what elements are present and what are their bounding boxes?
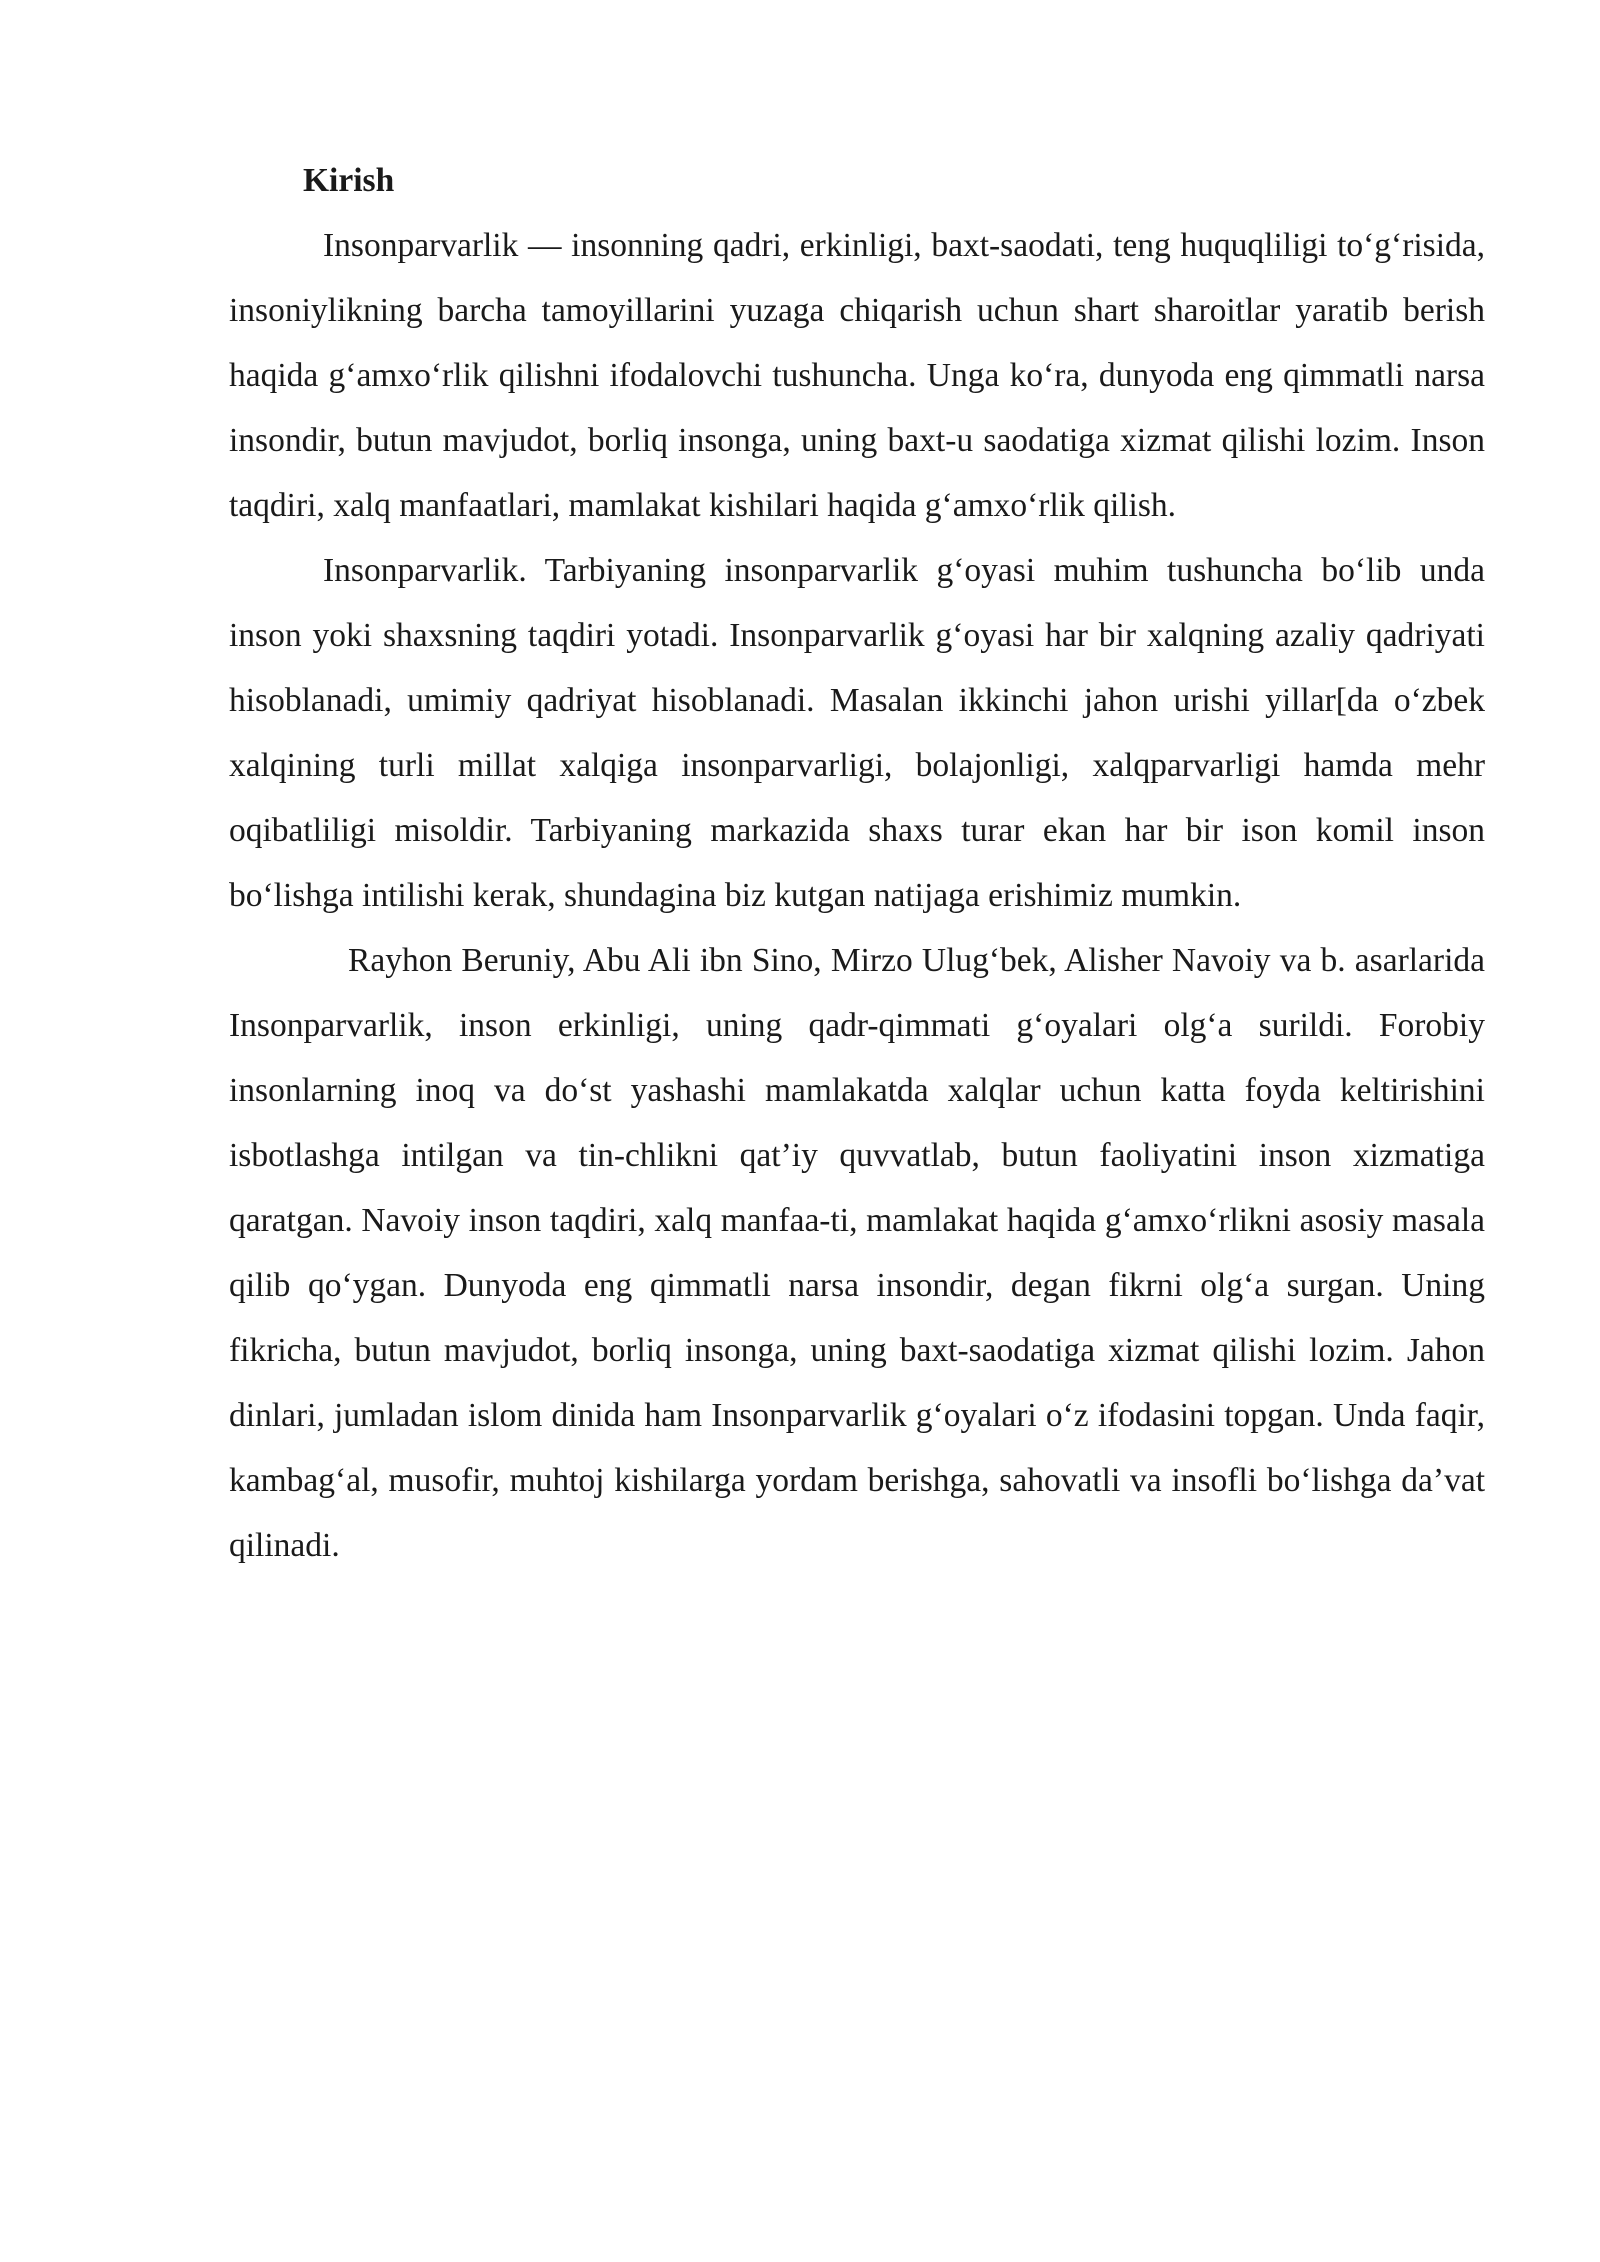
- section-heading: Kirish: [303, 162, 395, 199]
- paragraph-2: Insonparvarlik. Tarbiyaning insonparvarlik g‘oyasi muhim tushuncha bo‘lib unda inson yoki shaxsning taqdiri yotadi. Insonparvarlik g‘oyasi har bir xalqning azaliy qadriyati hisoblanadi, umimiy qadriyat hisoblanadi. Masalan ikkinchi jahon urishi yillar[da o‘zbek xalqining turli millat xalqiga insonparvarligi, bolajonligi, xalqparvarligi hamda mehr oqibatliligi misoldir. Tarbiyaning markazida shaxs turar ekan har bir ison komil inson bo‘lishga intilishi kerak, shundagina biz kutgan natijaga erishimiz mumkin.: [229, 552, 1485, 914]
- paragraph-3: Rayhon Beruniy, Abu Ali ibn Sino, Mirzo Ulug‘bek, Alisher Navoiy va b. asarlarida Insonparvarlik, inson erkinligi, uning qadr-qimmati g‘oyalari olg‘a surildi. Forobiy insonlarning inoq va do‘st yashashi mamlakatda xalqlar uchun katta foyda keltirishini isbotlashga intilgan va tin-chlikni qat’iy quvvatlab, butun faoliyatini inson xizmatiga qaratgan. Navoiy inson taqdiri, xalq manfaa-ti, mamlakat haqida g‘amxo‘rlikni asosiy masala qilib qo‘ygan. Dunyoda eng qimmatli narsa insondir, degan fikrni olg‘a surgan. Uning fikricha, butun mavjudot, borliq insonga, uning baxt-saodatiga xizmat qilishi lozim. Jahon dinlari, jumladan islom dinida ham Insonparvarlik g‘oyalari o‘z ifodasini topgan. Unda faqir, kambag‘al, musofir, muhtoj kishilarga yordam berishga, sahovatli va insofli bo‘lishga da’vat qilinadi.: [229, 942, 1485, 1564]
- paragraph-1: Insonparvarlik — insonning qadri, erkinligi, baxt-saodati, teng huquqliligi to‘g‘risida, insoniylikning barcha tamoyillarini yuzaga chiqarish uchun shart sharoitlar yaratib berish haqida g‘amxo‘rlik qilishni ifodalovchi tushuncha. Unga ko‘ra, dunyoda eng qimmatli narsa insondir, butun mavjudot, borliq insonga, uning baxt-u saodatiga xizmat qilishi lozim. Inson taqdiri, xalq manfaatlari, mamlakat kishilari haqida g‘amxo‘rlik qilish.: [229, 227, 1485, 524]
- document-body: [229, 148, 1485, 1578]
